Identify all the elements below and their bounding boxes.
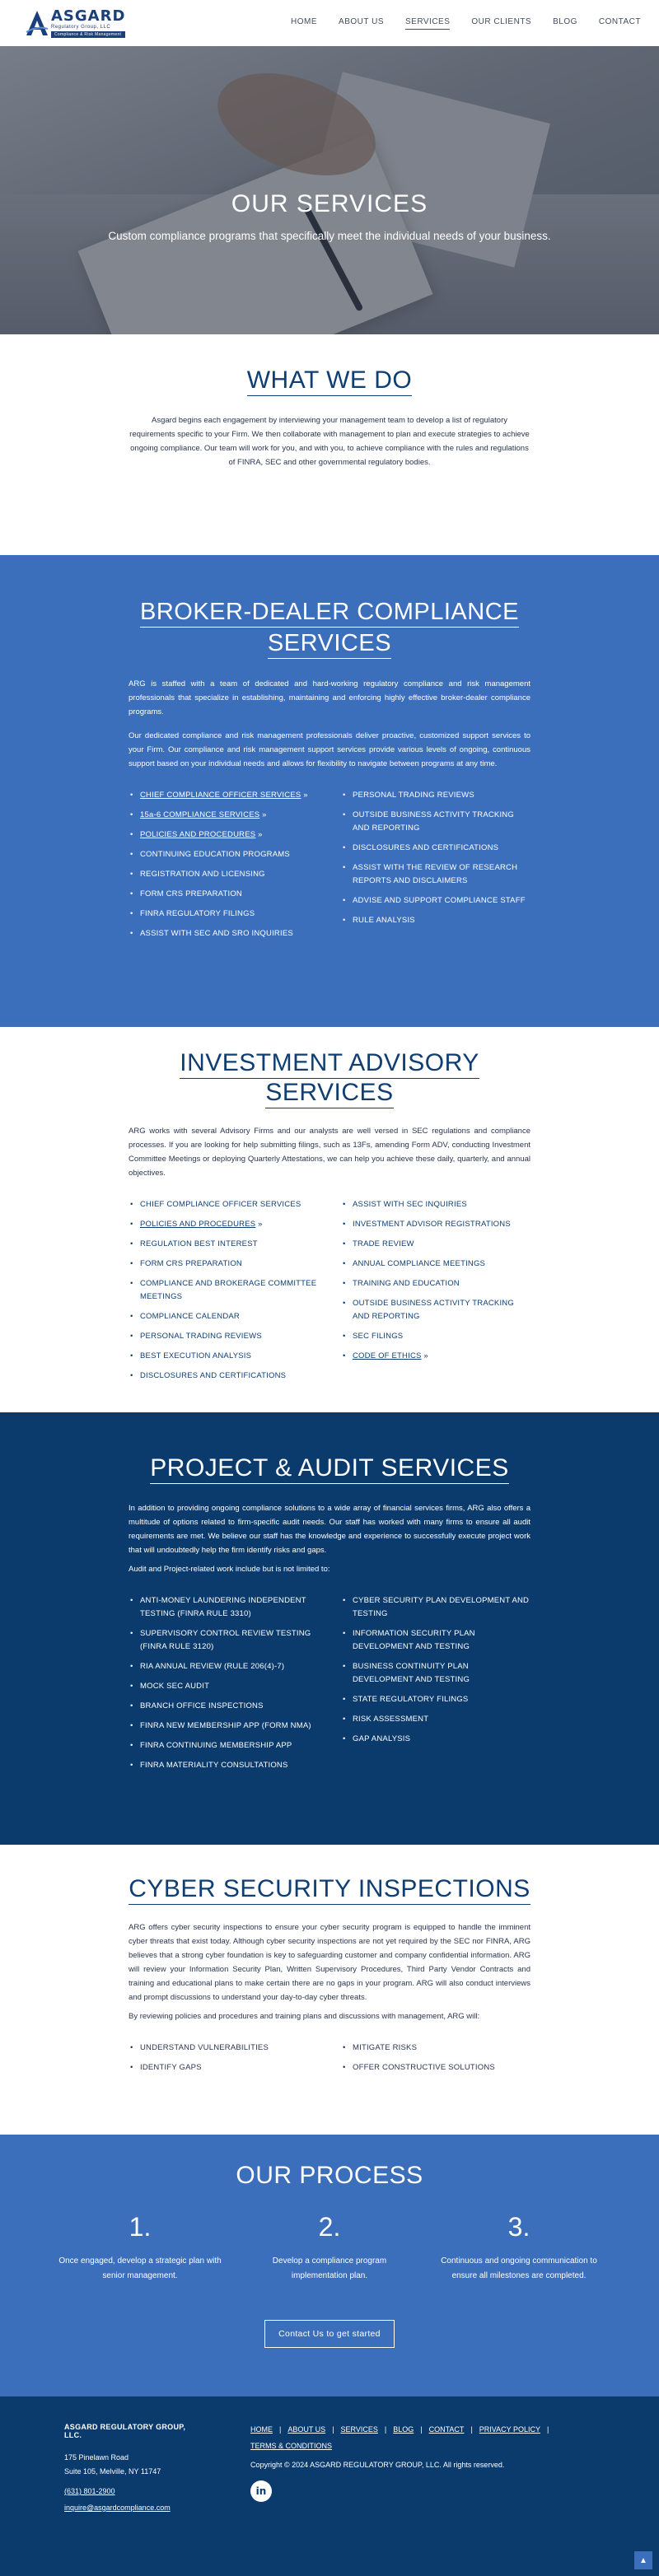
list-item: • OUTSIDE BUSINESS ACTIVITY TRACKING AND REPORTING xyxy=(341,809,530,835)
list-item: • TRAINING AND EDUCATION xyxy=(341,1277,530,1290)
nav-our-clients[interactable]: OUR CLIENTS xyxy=(471,16,532,26)
list-item: • REGISTRATION AND LICENSING xyxy=(129,868,318,881)
list-item[interactable]: • POLICIES AND PROCEDURES » xyxy=(129,1218,318,1231)
list-item: • RULE ANALYSIS xyxy=(341,914,530,927)
step-text: Once engaged, develop a strategic plan with senior management. xyxy=(58,2256,222,2280)
list-item: • FORM CRS PREPARATION xyxy=(129,1258,318,1271)
list-item: • SUPERVISORY CONTROL REVIEW TESTING (FINRA RULE 3120) xyxy=(129,1627,318,1654)
footer-email-link[interactable]: inquire@asgardcompliance.com xyxy=(64,2504,171,2512)
nav-services[interactable]: SERVICES xyxy=(405,17,450,30)
linkedin-icon[interactable]: in xyxy=(250,2480,272,2502)
footer-link-terms[interactable]: TERMS & CONDITIONS xyxy=(250,2442,333,2450)
footer-company-name: ASGARD REGULATORY GROUP, LLC. xyxy=(64,2423,186,2439)
service-list-right xyxy=(341,1594,530,1779)
list-item: • DISCLOSURES AND CERTIFICATIONS xyxy=(341,842,530,855)
list-item: • ASSIST WITH SEC INQUIRIES xyxy=(341,1198,530,1211)
site-header xyxy=(0,0,659,46)
logo-subtitle: Regulatory Group, LLC xyxy=(51,24,111,30)
step-number: 3. xyxy=(507,2212,530,2242)
footer-address-line2: Suite 105, Melville, NY 11747 xyxy=(64,2467,161,2476)
list-item: • FORM CRS PREPARATION xyxy=(129,888,318,901)
list-item: • ANTI-MONEY LAUNDERING INDEPENDENT TESTING (FINRA RULE 3310) xyxy=(129,1594,318,1621)
footer-phone-link[interactable]: (631) 801-2900 xyxy=(64,2487,115,2495)
section-text: Our dedicated compliance and risk management professionals deliver proactive, customized support services to your Firm. Our compliance and risk management support services provide various levels of ongoing, continuous support based on your individual needs and allows for flexibility to navigate between programs at any time. xyxy=(129,731,530,768)
list-item: • CHIEF COMPLIANCE OFFICER SERVICES xyxy=(129,1198,318,1211)
service-list-left xyxy=(129,2042,318,2081)
list-item[interactable]: • CHIEF COMPLIANCE OFFICER SERVICES » xyxy=(129,789,318,802)
list-item: • GAP ANALYSIS xyxy=(341,1733,530,1746)
list-item: • REGULATION BEST INTEREST xyxy=(129,1238,318,1251)
list-item: • PERSONAL TRADING REVIEWS xyxy=(341,789,530,802)
list-item: • TRADE REVIEW xyxy=(341,1238,530,1251)
list-item[interactable]: • 15a-6 COMPLIANCE SERVICES » xyxy=(129,809,318,822)
section-title: INVESTMENT ADVISORY SERVICES xyxy=(180,1049,479,1108)
service-list-left xyxy=(129,1594,318,1779)
step-text: Develop a compliance program implementation plan. xyxy=(272,2256,387,2280)
investment-advisory-section xyxy=(0,1027,659,1412)
footer-link-home[interactable]: HOME xyxy=(250,2425,273,2434)
list-item: • INFORMATION SECURITY PLAN DEVELOPMENT AND TESTING xyxy=(341,1627,530,1654)
contact-us-button[interactable]: Contact Us to get started xyxy=(264,2320,395,2348)
main-nav xyxy=(291,17,641,30)
list-item: • FINRA MATERIALITY CONSULTATIONS xyxy=(129,1759,318,1772)
service-list-left xyxy=(129,789,318,947)
service-list-right xyxy=(341,1198,530,1389)
page-subtitle: Custom compliance programs that specifically meet the individual needs of your business. xyxy=(108,230,551,242)
service-list-right xyxy=(341,2042,530,2081)
section-title: BROKER-DEALER COMPLIANCE SERVICES xyxy=(140,599,519,659)
list-item: • MOCK SEC AUDIT xyxy=(129,1680,318,1693)
service-list-left xyxy=(129,1198,318,1389)
list-item: • DISCLOSURES AND CERTIFICATIONS xyxy=(129,1370,318,1383)
broker-dealer-section xyxy=(0,555,659,1027)
logo[interactable] xyxy=(25,9,125,38)
nav-about-us[interactable]: ABOUT US xyxy=(339,16,384,26)
footer-copyright: Copyright © 2024 ASGARD REGULATORY GROUP, LLC. All rights reserved. xyxy=(250,2461,505,2469)
list-item: • ADVISE AND SUPPORT COMPLIANCE STAFF xyxy=(341,894,530,908)
scroll-to-top-button[interactable]: ▲ xyxy=(634,2551,652,2569)
step-number: 1. xyxy=(129,2212,152,2242)
footer-link-contact[interactable]: CONTACT xyxy=(428,2425,465,2434)
footer-address-line1: 175 Pinelawn Road xyxy=(64,2453,129,2462)
asgard-logo-icon xyxy=(25,9,49,37)
list-item: • FINRA NEW MEMBERSHIP APP (FORM NMA) xyxy=(129,1720,318,1733)
list-item: • RISK ASSESSMENT xyxy=(341,1713,530,1726)
what-we-do-section xyxy=(0,334,659,555)
section-text: By reviewing policies and procedures and training plans and discussions with management, ARG will: xyxy=(129,2012,480,2021)
list-item: • ASSIST WITH THE REVIEW OF RESEARCH REPORTS AND DISCLAIMERS xyxy=(341,861,530,888)
footer-link-services[interactable]: SERVICES xyxy=(340,2425,378,2434)
list-item: • ANNUAL COMPLIANCE MEETINGS xyxy=(341,1258,530,1271)
process-step xyxy=(437,2212,601,2284)
list-item: • BUSINESS CONTINUITY PLAN DEVELOPMENT AND TESTING xyxy=(341,1660,530,1687)
footer-link-privacy-policy[interactable]: PRIVACY POLICY xyxy=(479,2425,540,2434)
section-title: OUR PROCESS xyxy=(236,2162,423,2189)
list-item: • OUTSIDE BUSINESS ACTIVITY TRACKING AND REPORTING xyxy=(341,1297,530,1323)
section-text: ARG is staffed with a team of dedicated and hard-working regulatory compliance and risk management professionals that specialize in establishing, maintaining and enforcing highly effective broker-dealer compliance programs. xyxy=(129,679,530,716)
section-text: ARG offers cyber security inspections to ensure your cyber security program is equipped to handle the imminent cyber threats that exist today. Although cyber security inspections are not yet required by the SEC nor FINRA, ARG believes that a strong cyber foundation is key to safeguarding customer and company confidential information. ARG will review your Information Security Plan, Written Supervisory Procedures, Third Party Vendor Contracts and training and educational plans to make certain there are no gaps in your program. ARG will also conduct interviews and prompt discussions to understand your day-to-day cyber threats. xyxy=(129,1923,530,2002)
list-item: • INVESTMENT ADVISOR REGISTRATIONS xyxy=(341,1218,530,1231)
list-item: • ASSIST WITH SEC AND SRO INQUIRIES xyxy=(129,927,318,940)
list-item: • IDENTIFY GAPS xyxy=(129,2061,318,2074)
logo-tagline: Compliance & Risk Management xyxy=(51,31,125,38)
nav-blog[interactable]: BLOG xyxy=(553,16,577,26)
list-item[interactable]: • CODE OF ETHICS » xyxy=(341,1350,530,1363)
section-title: CYBER SECURITY INSPECTIONS xyxy=(129,1875,530,1905)
step-text: Continuous and ongoing communication to ensure all milestones are completed. xyxy=(441,2256,597,2280)
footer-links: HOME | ABOUT US | SERVICES | BLOG | CONTACT | PRIVACY POLICY | TERMS & CONDITIONS xyxy=(250,2423,595,2452)
our-process-section xyxy=(0,2135,659,2396)
list-item: • STATE REGULATORY FILINGS xyxy=(341,1693,530,1706)
section-text: In addition to providing ongoing compliance solutions to a wide array of financial services firms, ARG also offers a multitude of options related to firm-specific audit needs. Our staff has worked with many firms to ensure all audit requirements are met. We believe our staff has the knowledge and experience to successfully execute project work that will undoubtedly help the firm identify risks and gaps. xyxy=(129,1504,530,1555)
process-step xyxy=(58,2212,222,2284)
cyber-security-section xyxy=(0,1845,659,2135)
list-item: • FINRA REGULATORY FILINGS xyxy=(129,908,318,921)
site-footer xyxy=(0,2396,659,2576)
list-item: • RIA ANNUAL REVIEW (RULE 206(4)-7) xyxy=(129,1660,318,1673)
service-list-right xyxy=(341,789,530,947)
list-item[interactable]: • POLICIES AND PROCEDURES » xyxy=(129,828,318,842)
list-item: • CYBER SECURITY PLAN DEVELOPMENT AND TESTING xyxy=(341,1594,530,1621)
nav-contact[interactable]: CONTACT xyxy=(598,16,641,26)
logo-name: ASGARD xyxy=(51,7,126,25)
list-item: • UNDERSTAND VULNERABILITIES xyxy=(129,2042,318,2055)
list-item: • CONTINUING EDUCATION PROGRAMS xyxy=(129,848,318,861)
section-text: Audit and Project-related work include but is not limited to: xyxy=(129,1565,330,1574)
list-item: • BEST EXECUTION ANALYSIS xyxy=(129,1350,318,1363)
section-title: WHAT WE DO xyxy=(247,366,413,396)
section-title: PROJECT & AUDIT SERVICES xyxy=(150,1454,508,1484)
list-item: • COMPLIANCE CALENDAR xyxy=(129,1310,318,1323)
page-title: OUR SERVICES xyxy=(231,190,428,217)
section-text: Asgard begins each engagement by interviewing your management team to develop a list of regulatory requirements specific to your Firm. We then collaborate with management to plan and execute strategies to achieve ongoing compliance. Our team will work for you, and with you, to achieve compliance with the rules and regulations of FINRA, SEC and other governmental regulatory bodies. xyxy=(129,416,530,467)
footer-link-blog[interactable]: BLOG xyxy=(393,2425,414,2434)
step-number: 2. xyxy=(318,2212,341,2242)
list-item: • COMPLIANCE AND BROKERAGE COMMITTEE MEETINGS xyxy=(129,1277,318,1304)
hero-banner xyxy=(0,46,659,334)
list-item: • FINRA CONTINUING MEMBERSHIP APP xyxy=(129,1739,318,1752)
footer-link-about-us[interactable]: ABOUT US xyxy=(287,2425,326,2434)
list-item: • MITIGATE RISKS xyxy=(341,2042,530,2055)
section-text: ARG works with several Advisory Firms and our analysts are well versed in SEC regulations and compliance processes. If you are looking for help submitting filings, such as 13Fs, amending Form ADV, conducting Investment Committee Meetings or deploying Quarterly Attestations, we can help you achieve these daily, quarterly, and annual objectives. xyxy=(129,1127,530,1178)
process-step xyxy=(247,2212,412,2284)
nav-home[interactable]: HOME xyxy=(291,16,318,26)
list-item: • BRANCH OFFICE INSPECTIONS xyxy=(129,1700,318,1713)
list-item: • OFFER CONSTRUCTIVE SOLUTIONS xyxy=(341,2061,530,2074)
project-audit-section xyxy=(0,1412,659,1845)
list-item: • SEC FILINGS xyxy=(341,1330,530,1343)
list-item: • PERSONAL TRADING REVIEWS xyxy=(129,1330,318,1343)
